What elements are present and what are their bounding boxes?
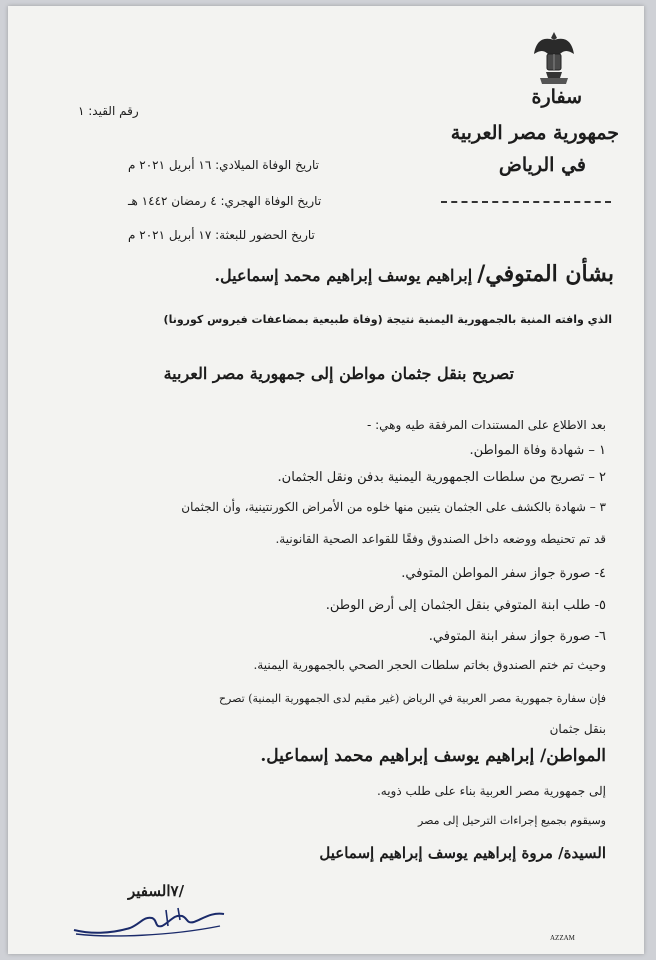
ambassador-label: السفير: [128, 882, 171, 900]
body-intro: بعد الاطلاع على المستندات المرفقة طيه وهي: -: [366, 418, 606, 432]
list-item: ٤- صورة جواز سفر المواطن المتوفي.: [401, 566, 606, 581]
embassy-line-3: في الرياض: [498, 154, 586, 176]
citizen-name: المواطن/ إبراهيم يوسف إبراهيم محمد إسماعيل.: [260, 746, 606, 766]
list-item: ٥- طلب ابنة المتوفي بنقل الجثمان إلى أرض الوطن.: [325, 598, 606, 613]
header-divider: [441, 201, 611, 203]
list-item: ٢ – تصريح من سلطات الجمهورية اليمنية بدفن ونقل الجثمان.: [277, 470, 606, 485]
permit-line-1: فإن سفارة جمهورية مصر العربية في الرياض (غير مقيم لدى الجمهورية اليمنية) تصرح: [218, 692, 606, 705]
embassy-line-1: سفارة: [531, 86, 582, 108]
record-number: رقم القيد: ١: [78, 104, 139, 118]
list-item: ٦- صورة جواز سفر ابنة المتوفي.: [428, 629, 606, 644]
permit-line-2: بنقل جثمان: [549, 722, 606, 736]
escort-name: السيدة/ مروة إبراهيم يوسف إبراهيم إسماعيل: [319, 844, 606, 862]
document-code: AZZAM: [550, 934, 575, 942]
signature: [70, 904, 230, 938]
arrival-date: تاريخ الحضور للبعثة: ١٧ أبريل ٢٠٢١ م: [128, 228, 315, 242]
subject-line: [214, 261, 614, 287]
document-title: تصريح بنقل جثمان مواطن إلى جمهورية مصر العربية: [163, 364, 514, 383]
ambassador-mark: /٧: [170, 882, 185, 900]
list-item: قد تم تحنيطه ووضعه داخل الصندوق وفقًا للقواعد الصحية القانونية.: [275, 532, 606, 546]
list-item: ٣ – شهادة بالكشف على الجثمان يتبين منها خلوه من الأمراض الكورنتينية، وأن الجثمان: [181, 500, 606, 514]
document-page: [8, 6, 644, 954]
destination-line: إلى جمهورية مصر العربية بناء على طلب ذويه.: [376, 784, 606, 798]
subject-label: بشأن المتوفي/: [477, 261, 614, 287]
ambassador-title: [128, 882, 184, 900]
list-item: ١ – شهادة وفاة المواطن.: [469, 443, 606, 458]
death-cause: الذي وافته المنية بالجمهورية اليمنية نتيجة (وفاة طبيعية بمضاعفات فيروس كورونا): [163, 313, 612, 326]
death-date-hijri: تاريخ الوفاة الهجري: ٤ رمضان ١٤٤٢ هـ: [128, 194, 322, 208]
eagle-emblem-icon: [532, 28, 576, 88]
procedures-line: وسيقوم بجميع إجراءات الترحيل إلى مصر: [418, 814, 606, 827]
death-date-gregorian: تاريخ الوفاة الميلادي: ١٦ أبريل ٢٠٢١ م: [128, 158, 319, 172]
seal-note: وحيث تم ختم الصندوق بخاتم سلطات الحجر الصحي بالجمهورية اليمنية.: [253, 658, 606, 672]
embassy-line-2: جمهورية مصر العربية: [450, 122, 619, 144]
deceased-name: إبراهيم يوسف إبراهيم محمد إسماعيل.: [214, 266, 473, 285]
